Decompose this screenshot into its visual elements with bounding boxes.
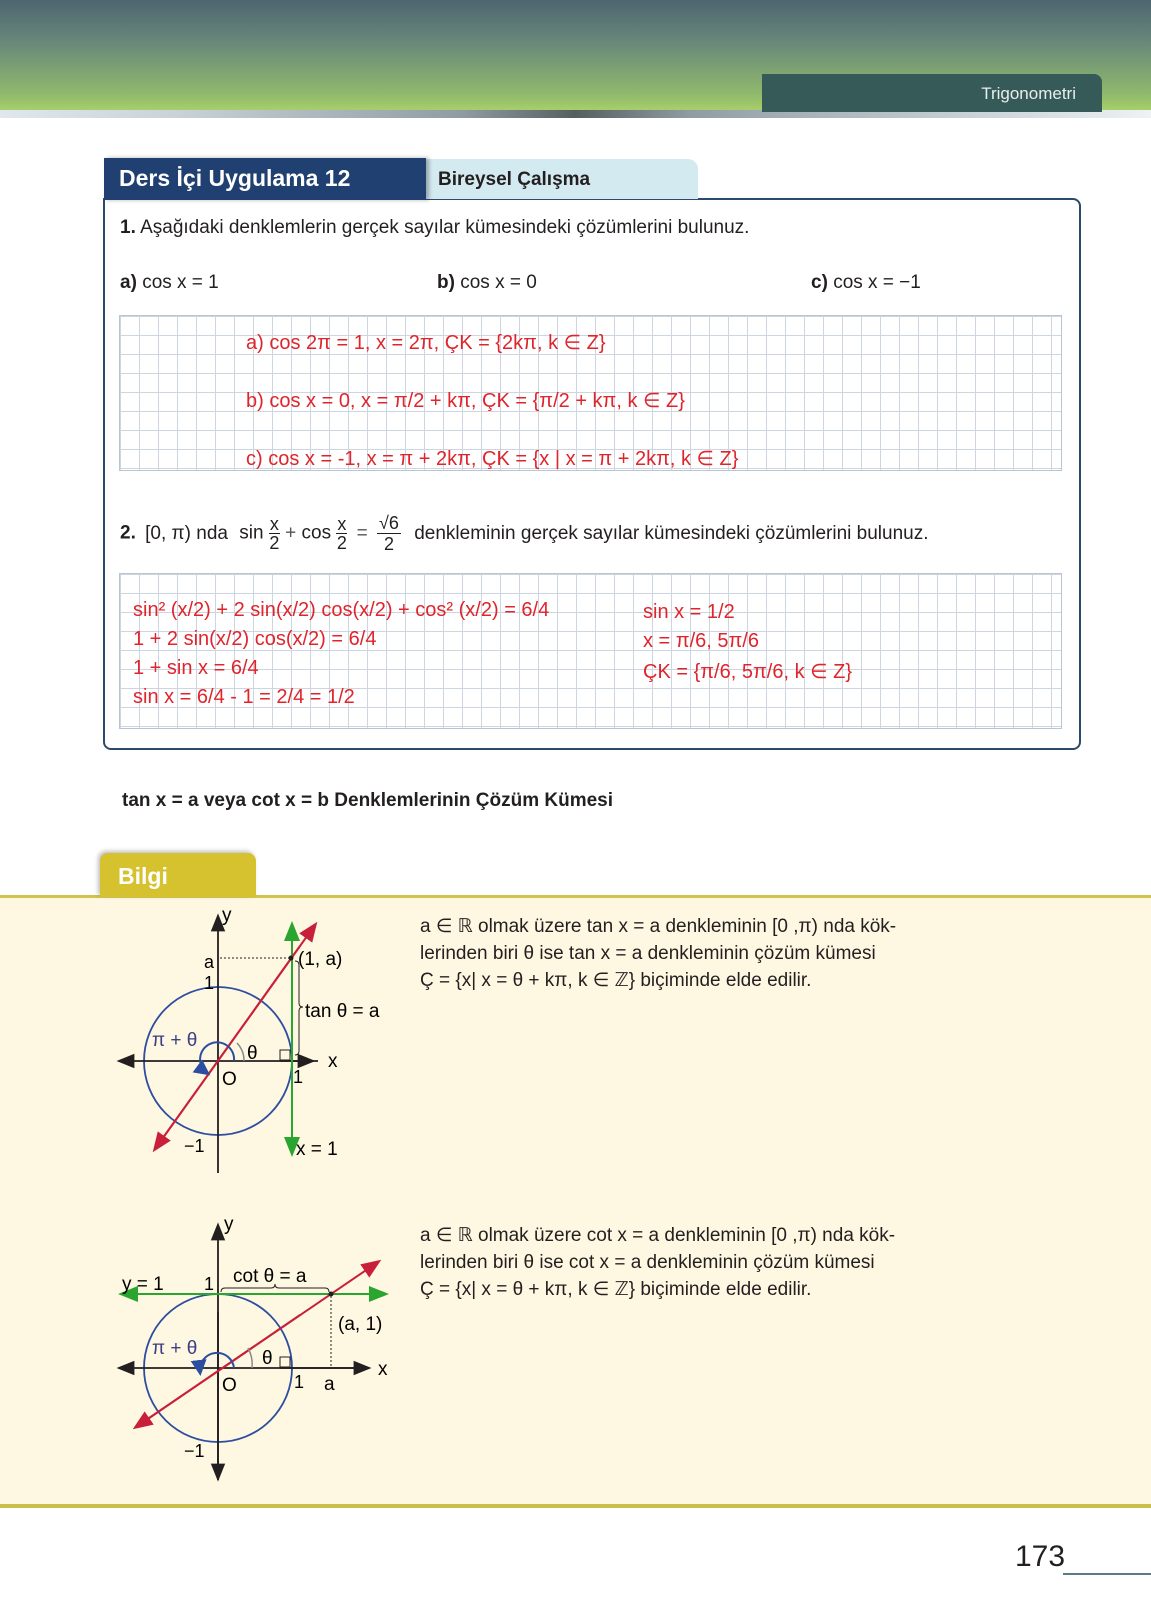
cot-unit-circle-diagram (100, 1212, 420, 1492)
right-angle-mark (280, 1357, 290, 1367)
question-1 (120, 217, 749, 239)
answer-line: b) cos x = 0, x = π/2 + kπ, ÇK = {π/2 + kπ, k ∈ Z} (246, 390, 685, 412)
pi-plus-theta-label: π + θ (152, 1338, 198, 1359)
pi-plus-theta-label: π + θ (152, 1030, 198, 1051)
q1-part-b (437, 272, 537, 294)
brace (295, 961, 303, 1055)
part-label: b) (437, 272, 455, 293)
answer-line: 1 + sin x = 6/4 (133, 657, 259, 679)
chapter-title: Trigonometri (981, 84, 1076, 103)
answer-line: sin x = 6/4 - 1 = 2/4 = 1/2 (133, 686, 355, 708)
right-angle-mark (280, 1050, 290, 1060)
exercise-title: Ders İçi Uygulama 12 (104, 158, 426, 200)
theta-arc (237, 1043, 244, 1061)
text-line: Ç = {x| x = θ + kπ, k ∈ ℤ} biçiminde elde edilir. (420, 1279, 812, 1300)
page-number-rule (1063, 1573, 1151, 1575)
line-label: x = 1 (296, 1139, 338, 1160)
theta-label: θ (262, 1348, 273, 1369)
x-label: x (378, 1359, 388, 1380)
tan-unit-circle-diagram (100, 905, 420, 1185)
text-line: lerinden biri θ ise tan x = a denkleminin çözüm kümesi (420, 943, 876, 964)
plus-sign: + (285, 522, 297, 544)
fraction-den: 2 (269, 533, 280, 553)
equals-sign: = (356, 522, 368, 544)
x-label: x (328, 1051, 338, 1072)
answer-line: a) cos 2π = 1, x = 2π, ÇK = {2kπ, k ∈ Z} (246, 332, 606, 354)
tan-label: tan θ = a (305, 1001, 380, 1022)
part-label: a) (120, 272, 137, 293)
question-2-text: denkleminin gerçek sayılar kümesindeki çözümlerini bulunuz. (414, 522, 929, 544)
q1-part-a (120, 272, 219, 294)
point-label: (a, 1) (338, 1314, 383, 1335)
fraction-num: √6 (379, 513, 399, 533)
section-heading: tan x = a veya cot x = b Denklemlerinin Çözüm Kümesi (122, 790, 614, 811)
text-line: a ∈ ℝ olmak üzere cot x = a denkleminin [0 ,π) nda kök- (420, 1225, 896, 1246)
fraction (336, 515, 347, 552)
one-x-label: 1 (294, 1372, 305, 1392)
part-equation: cos x = 1 (142, 272, 219, 293)
origin-label: O (222, 1069, 237, 1090)
fraction-num: x (269, 514, 279, 534)
q1-part-c (811, 272, 921, 294)
answer-line: 1 + 2 sin(x/2) cos(x/2) = 6/4 (133, 628, 377, 650)
question-2-number: 2. (120, 522, 136, 544)
info-tab: Bilgi (100, 853, 256, 897)
fraction-num: x (337, 514, 347, 534)
a-label: a (204, 952, 215, 972)
one-x-label: 1 (293, 1067, 304, 1087)
cos-label: cos (301, 522, 332, 544)
y-label: y (224, 1214, 234, 1235)
cos-term (302, 515, 348, 552)
answer-line: c) cos x = -1, x = π + 2kπ, ÇK = {x | x = π + 2kπ, k ∈ Z} (246, 448, 739, 470)
text-line: lerinden biri θ ise cot x = a denkleminin çözüm kümesi (420, 1252, 875, 1273)
y-label: y (222, 905, 232, 926)
answer-line: sin² (x/2) + 2 sin(x/2) cos(x/2) + cos² (x/2) = 6/4 (133, 599, 550, 621)
fraction-den: 2 (336, 533, 347, 553)
part-label: c) (811, 272, 828, 293)
text-line: a ∈ ℝ olmak üzere tan x = a denkleminin [0 ,π) nda kök- (420, 916, 897, 937)
sin-term (239, 515, 280, 552)
theta-label: θ (247, 1043, 258, 1064)
cot-label: cot θ = a (233, 1266, 307, 1287)
tan-info-text (420, 913, 896, 994)
question-2 (120, 513, 929, 563)
fraction-den: 2 (383, 534, 394, 554)
cot-info-text (420, 1222, 895, 1303)
text-line: Ç = {x| x = θ + kπ, k ∈ ℤ} biçiminde elde edilir. (420, 970, 812, 991)
one-label: 1 (204, 973, 215, 993)
line-label: y = 1 (122, 1274, 164, 1295)
rhs-fraction (377, 513, 401, 554)
minus-one-label: −1 (184, 1441, 205, 1461)
a-label: a (324, 1374, 335, 1395)
origin-label: O (222, 1375, 237, 1396)
fraction (269, 515, 280, 552)
question-1-number: 1. (120, 217, 136, 238)
chapter-tab (762, 74, 1102, 112)
question-2-interval: [0, π) nda (145, 522, 228, 544)
answer-line: sin x = 1/2 (643, 601, 735, 623)
sin-label: sin (239, 522, 264, 544)
minus-one-label: −1 (184, 1136, 205, 1156)
one-label: 1 (204, 1274, 215, 1294)
exercise-subtitle: Bireysel Çalışma (420, 159, 698, 199)
intersection-point (329, 1292, 334, 1297)
answer-line: x = π/6, 5π/6 (643, 630, 759, 652)
intersection-point (289, 956, 294, 961)
page-number: 173 (1015, 1540, 1066, 1573)
part-equation: cos x = −1 (833, 272, 921, 293)
point-label: (1, a) (298, 949, 343, 970)
question-1-text: Aşağıdaki denklemlerin gerçek sayılar kümesindeki çözümlerini bulunuz. (140, 217, 750, 238)
part-equation: cos x = 0 (460, 272, 537, 293)
answer-line: ÇK = {π/6, 5π/6, k ∈ Z} (643, 661, 852, 683)
